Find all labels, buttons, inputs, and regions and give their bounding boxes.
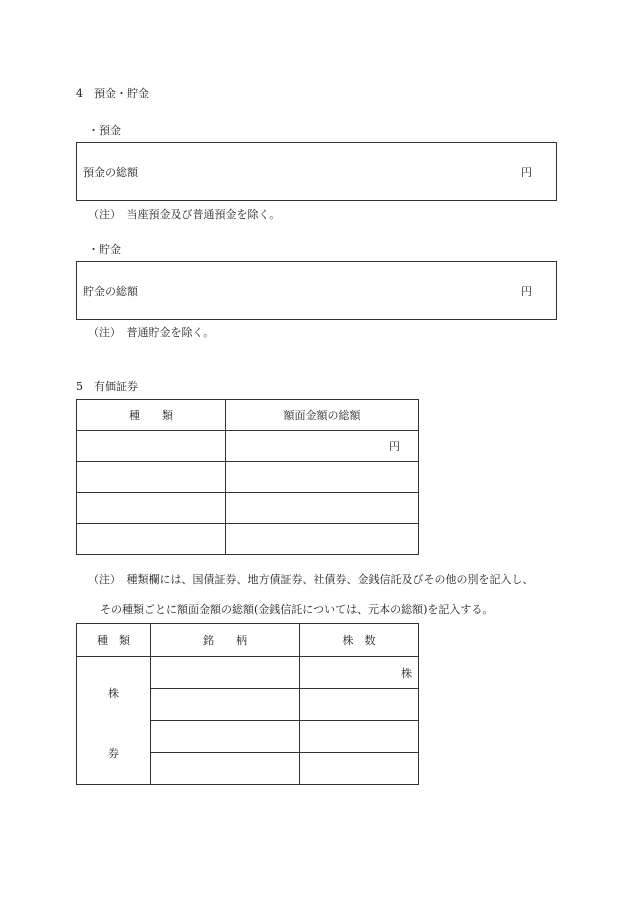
section-5-heading: 5 有価証券	[76, 380, 138, 393]
deposit-subheading: ・預金	[88, 124, 121, 137]
share-count-cell[interactable]	[300, 721, 419, 753]
header-type: 種 類	[77, 400, 226, 431]
share-count-cell[interactable]	[300, 753, 419, 785]
type-cell[interactable]	[77, 524, 226, 555]
securities-table	[76, 399, 419, 555]
brand-cell[interactable]	[151, 657, 300, 689]
savings-unit-label: 円	[521, 284, 532, 298]
deposit-unit-label: 円	[521, 165, 532, 179]
header-type: 種 類	[77, 624, 151, 657]
savings-note: （注） 普通貯金を除く。	[88, 326, 215, 339]
share-count-cell[interactable]	[300, 657, 419, 689]
savings-total-box[interactable]	[76, 261, 557, 320]
type-cell[interactable]	[77, 462, 226, 493]
face-value-cell[interactable]	[226, 493, 419, 524]
face-value-cell[interactable]	[226, 524, 419, 555]
securities-note-line-1: （注） 種類欄には、国債証券、地方債証券、社債券、金銭信託及びその他の別を記入し、	[88, 573, 534, 586]
stock-type-label-bottom: 券	[108, 747, 119, 760]
shares-unit-label: 株	[401, 666, 412, 680]
stocks-table	[76, 623, 419, 785]
header-brand: 銘 柄	[151, 624, 300, 657]
share-count-cell[interactable]	[300, 689, 419, 721]
type-cell[interactable]	[77, 493, 226, 524]
brand-cell[interactable]	[151, 689, 300, 721]
header-face-value-total: 額面金額の総額	[226, 400, 419, 431]
securities-note-line-2: その種類ごとに額面金額の総額(金銭信託については、元本の総額)を記入する。	[100, 603, 494, 616]
savings-total-label: 貯金の総額	[83, 284, 138, 298]
face-value-cell[interactable]	[226, 431, 419, 462]
yen-unit-label: 円	[389, 440, 400, 453]
header-share-count: 株 数	[300, 624, 419, 657]
brand-cell[interactable]	[151, 753, 300, 785]
face-value-cell[interactable]	[226, 462, 419, 493]
section-4-heading: 4 預金・貯金	[76, 87, 149, 100]
brand-cell[interactable]	[151, 721, 300, 753]
stock-type-cell	[77, 657, 151, 785]
deposit-note: （注） 当座預金及び普通預金を除く。	[88, 208, 281, 221]
type-cell[interactable]	[77, 431, 226, 462]
savings-subheading: ・貯金	[88, 243, 121, 256]
deposit-total-label: 預金の総額	[83, 165, 138, 179]
deposit-total-box[interactable]	[76, 142, 557, 201]
stock-type-label-top: 株	[108, 687, 119, 700]
